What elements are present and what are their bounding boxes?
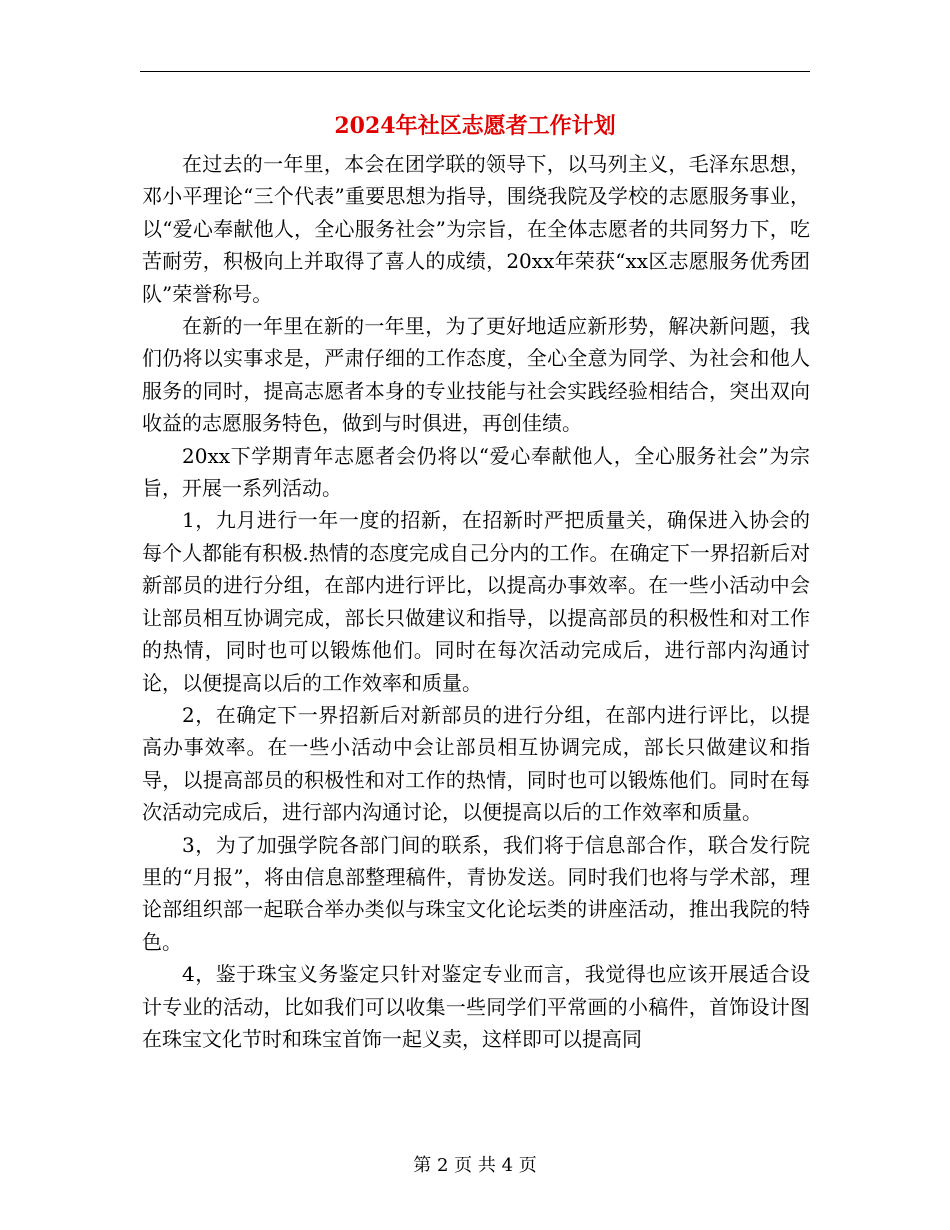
document-body [142,148,810,1055]
paragraph-2: 在新的一年里在新的一年里，为了更好地适应新形势，解决新问题，我们仍将以实事求是，严肃仔细的工作态度，全心全意为同学、为社会和他人服务的同时，提高志愿者本身的专业技能与社会实践经验相结合，突出双向收益的志愿服务特色，做到与时俱进，再创佳绩。 [142,314,810,436]
document-title: 2024年社区志愿者工作计划 [334,113,616,139]
paragraph-1: 在过去的一年里，本会在团学联的领导下，以马列主义，毛泽东思想，邓小平理论“三个代表”重要思想为指导，围绕我院及学校的志愿服务事业，以“爱心奉献他人，全心服务社会”为宗旨，在全体志愿者的共同努力下，吃苦耐劳，积极向上并取得了喜人的成绩，20xx年荣获“xx区志愿服务优秀团队”荣誉称号。 [142,152,810,306]
paragraph-3: 20xx下学期青年志愿者会仍将以“爱心奉献他人，全心服务社会”为宗旨，开展一系列活动。 [142,443,810,501]
paragraph-4: 1，九月进行一年一度的招新，在招新时严把质量关，确保进入协会的每个人都能有积极.热情的态度完成自己分内的工作。在确定下一界招新后对新部员的进行分组，在部内进行评比，以提高办事效率。在一些小活动中会让部员相互协调完成，部长只做建议和指导，以提高部员的积极性和对工作的热情，同时也可以锻炼他们。同时在每次活动完成后，进行部内沟通讨论，以便提高以后的工作效率和质量。 [142,508,810,695]
paragraph-5: 2，在确定下一界招新后对新部员的进行分组，在部内进行评比，以提高办事效率。在一些小活动中会让部员相互协调完成，部长只做建议和指导，以提高部员的积极性和对工作的热情，同时也可以锻炼他们。同时在每次活动完成后，进行部内沟通讨论，以便提高以后的工作效率和质量。 [142,702,810,825]
paragraph-6: 3，为了加强学院各部门间的联系，我们将于信息部合作，联合发行院里的“月报”，将由信息部整理稿件，青协发送。同时我们也将与学术部，理论部组织部一起联合举办类似与珠宝文化论坛类的讲座活动，推出我院的特色。 [142,832,810,954]
page-number: 第 2 页 共 4 页 [413,1155,537,1176]
header-rule [140,71,810,72]
paragraph-7: 4，鉴于珠宝义务鉴定只针对鉴定专业而言，我觉得也应该开展适合设计专业的活动，比如我们可以收集一些同学们平常画的小稿件，首饰设计图在珠宝文化节时和珠宝首饰一起义卖，这样即可以提高同 [142,962,810,1051]
